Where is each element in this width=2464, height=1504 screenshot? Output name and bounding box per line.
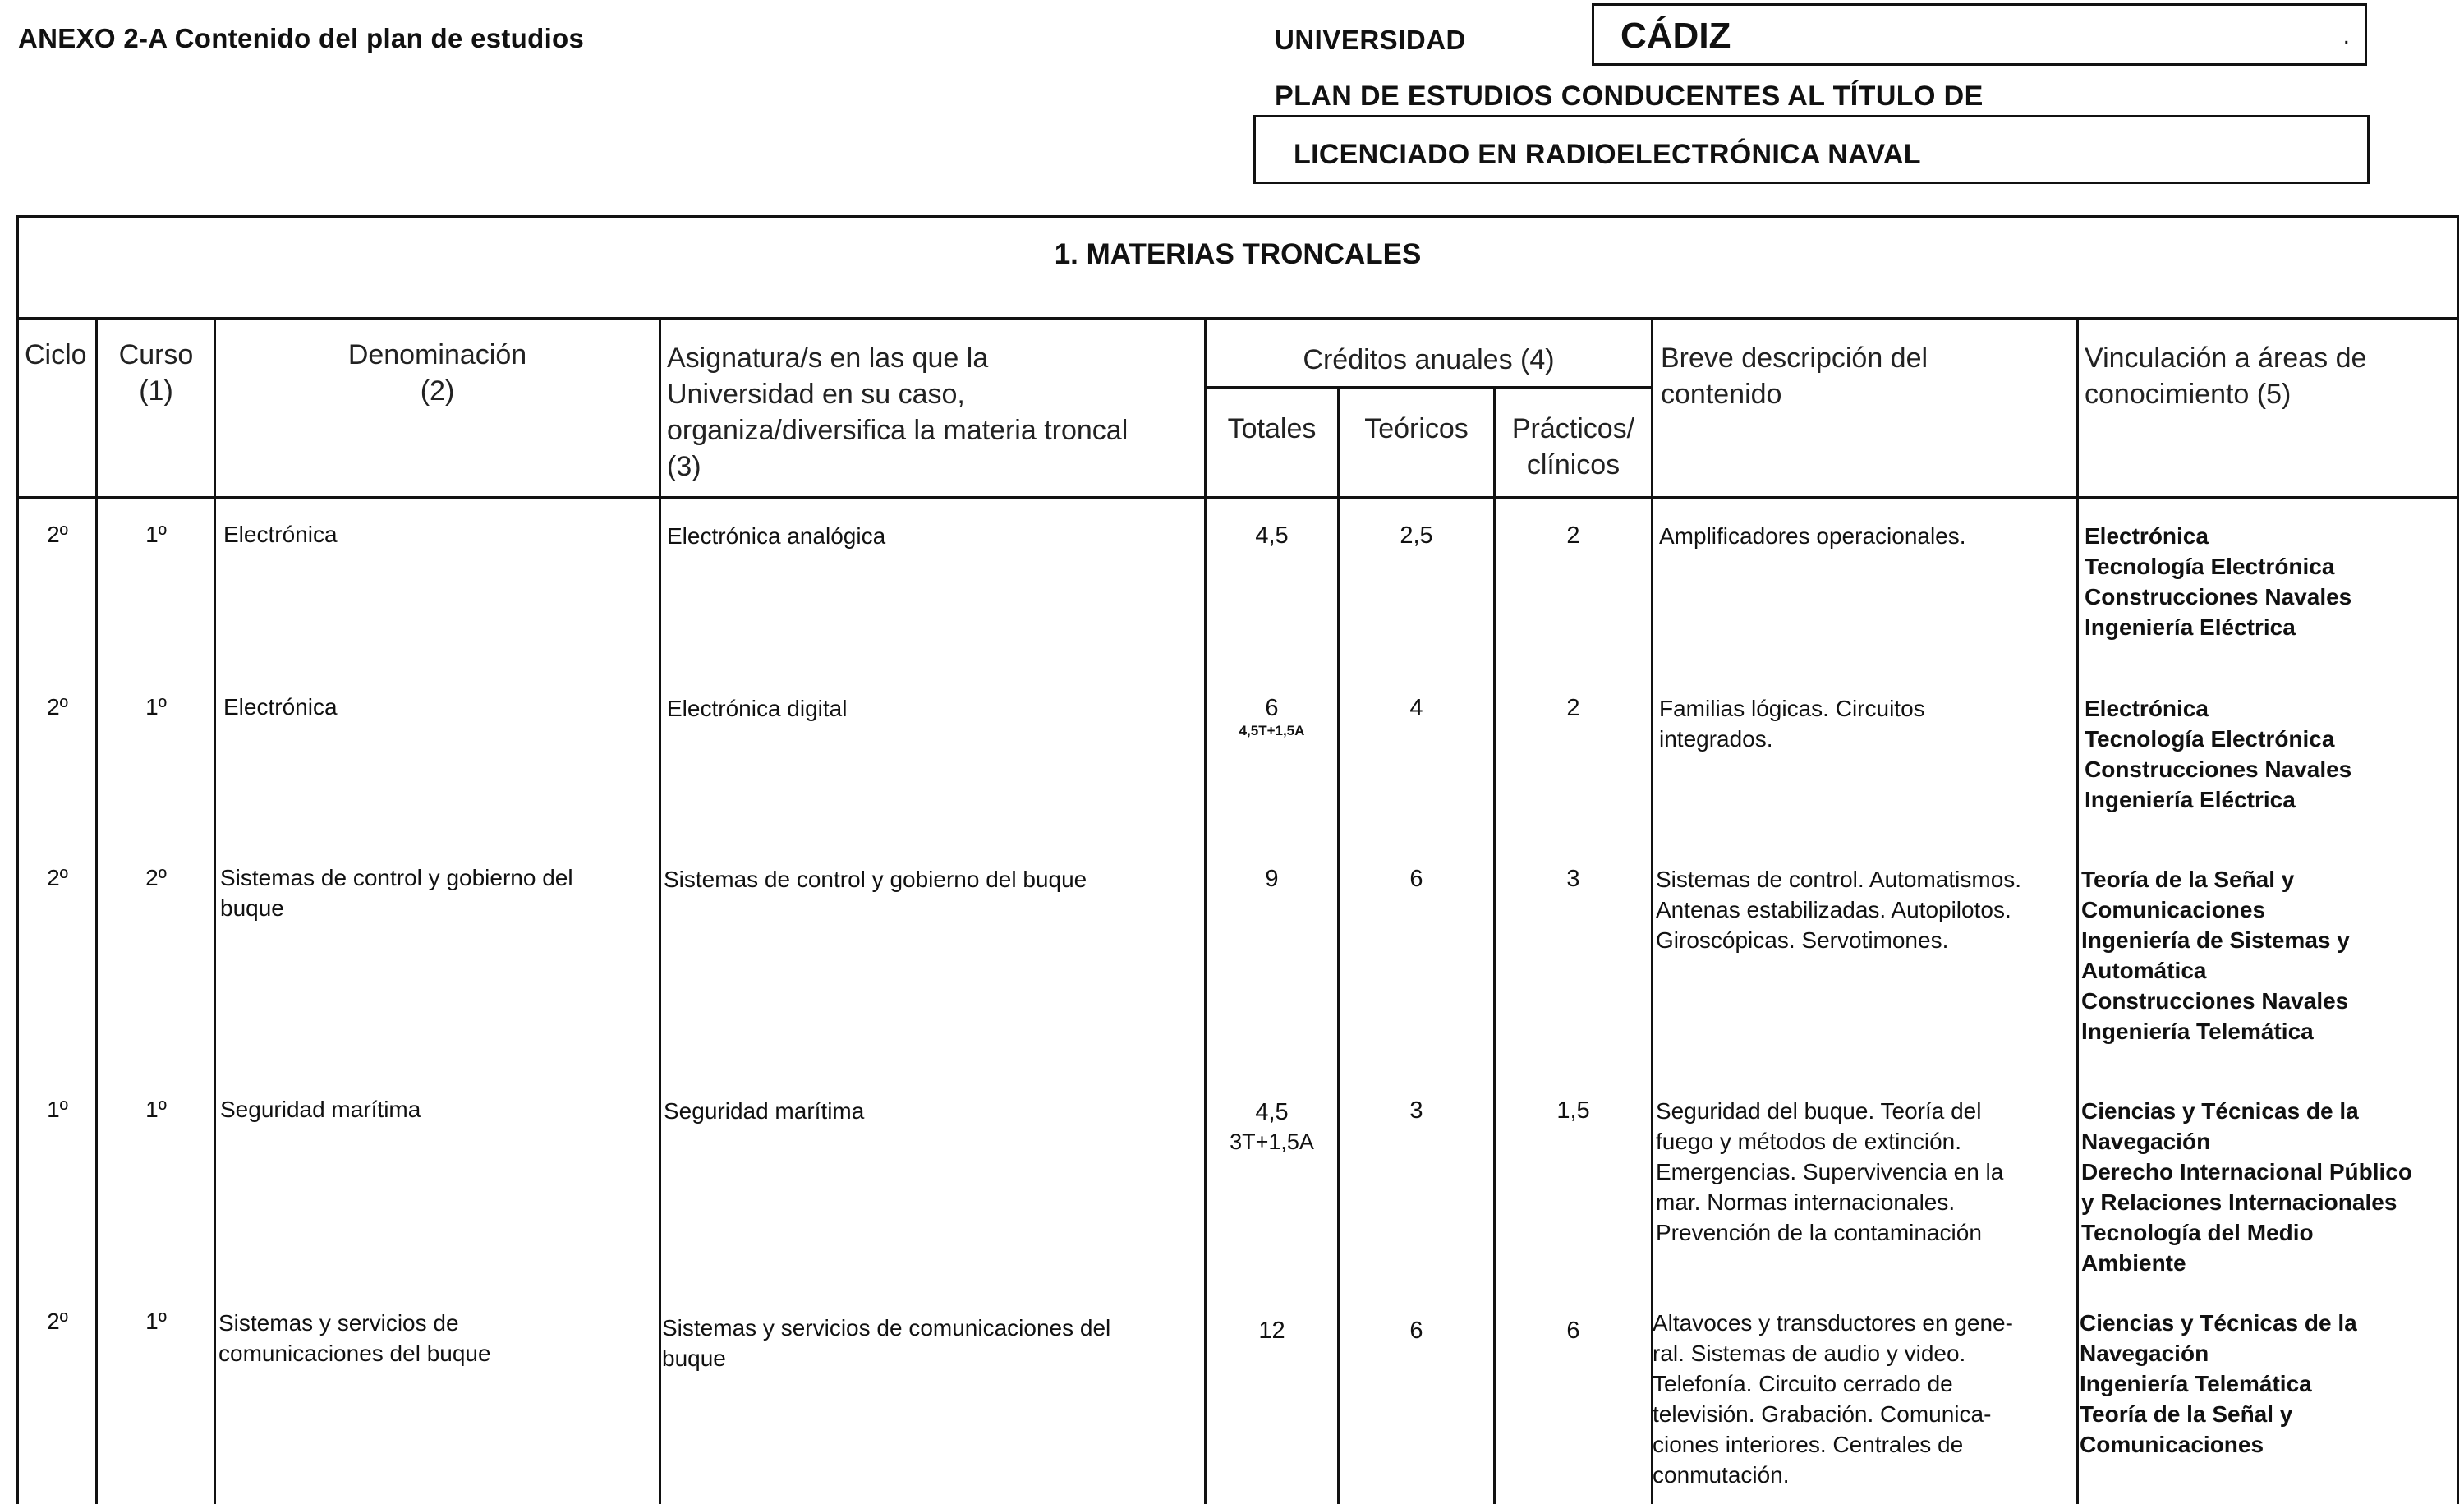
degree-title-field [1253,115,2370,184]
row3-practicos: 3 [1566,866,1580,892]
row4-teoricos: 3 [1409,1097,1423,1124]
row1-totales: 4,5 [1255,522,1289,549]
row1-asignatura: Electrónica analógica [667,523,886,549]
row2-teoricos: 4 [1409,695,1423,721]
row3-curso: 2º [145,865,167,890]
row5-teoricos: 6 [1409,1318,1423,1344]
col-header-creditos: Créditos anuales (4) [1303,344,1555,375]
col-header-denominacion: Denominación (2) [347,339,527,407]
row1-curso: 1º [145,522,167,547]
row3-asignatura: Sistemas de control y gobierno del buque [664,867,1087,892]
row4-curso: 1º [145,1097,167,1122]
row5-practicos: 6 [1566,1318,1580,1344]
col-divider [95,317,98,1504]
section-title: 1. MATERIAS TRONCALES [1054,238,1422,270]
credits-divider [1204,386,1651,389]
row4-practicos: 1,5 [1556,1097,1590,1124]
row5-asignatura: Sistemas y servicios de comunicaciones del buque [662,1315,1111,1371]
col-header-vinculacion: Vinculación a áreas de conocimiento (5) [2085,343,2367,410]
row2-ciclo: 2º [47,694,68,720]
university-field [1592,3,2367,66]
row3-teoricos: 6 [1409,866,1423,892]
row2-totales: 6 4,5T+1,5A [1239,695,1305,738]
row5-descripcion: Altavoces y transductores en gene- ral. Sistemas de audio y video. Telefonía. Circuito cerrado de televisión. Grabación. Comunica- ciones interiores. Centrales de conmutación. [1653,1310,2013,1488]
row1-teoricos: 2,5 [1400,522,1433,549]
annex-title: ANEXO 2-A Contenido del plan de estudios [18,23,585,53]
col-header-curso: Curso (1) [118,339,194,407]
row5-totales: 12 [1258,1318,1285,1344]
row1-vinculacion: Electrónica Tecnología Electrónica Construcciones Navales Ingeniería Eléctrica [2085,523,2352,640]
row2-curso: 1º [145,694,167,720]
row5-denominacion: Sistemas y servicios de comunicaciones del buque [218,1310,491,1366]
row1-denominacion: Electrónica [223,522,338,547]
row3-totales: 9 [1265,866,1279,892]
row4-descripcion: Seguridad del buque. Teoría del fuego y métodos de extinción. Emergencias. Supervivencia en la mar. Normas internacionales. Prevención de la contaminación [1656,1098,2004,1245]
row1-practicos: 2 [1566,522,1580,549]
col-header-practicos: Prácticos/ clínicos [1511,413,1635,481]
row1-ciclo: 2º [47,522,68,547]
university-dot: . [2342,22,2350,49]
row5-ciclo: 2º [47,1309,68,1334]
header-bottom-divider [16,496,2459,499]
col-divider [2076,317,2079,1504]
col-header-asignatura: Asignatura/s en las que la Universidad en su caso, organiza/diversifica la materia troncal (3) [667,343,1129,482]
row2-practicos: 2 [1566,695,1580,721]
row2-descripcion: Familias lógicas. Circuitos integrados. [1659,696,1925,752]
row4-totales: 4,5 3T+1,5A [1230,1099,1314,1154]
col-header-teoricos: Teóricos [1364,413,1469,444]
col-header-ciclo: Ciclo [25,339,87,370]
university-label: UNIVERSIDAD [1275,25,1466,55]
row3-vinculacion: Teoría de la Señal y Comunicaciones Ingeniería de Sistemas y Automática Construcciones Navales Ingeniería Telemática [2081,867,2350,1044]
col-divider [659,317,661,1504]
row4-denominacion: Seguridad marítima [220,1097,421,1122]
row2-vinculacion: Electrónica Tecnología Electrónica Construcciones Navales Ingeniería Eléctrica [2085,696,2352,812]
table-divider [16,317,2459,320]
university-value: CÁDIZ [1620,16,1731,56]
row4-asignatura: Seguridad marítima [664,1098,865,1124]
row3-denominacion: Sistemas de control y gobierno del buque [220,865,573,921]
row5-curso: 1º [145,1309,167,1334]
row4-vinculacion: Ciencias y Técnicas de la Navegación Derecho Internacional Público y Relaciones Internacionales Tecnología del Medio Ambiente [2081,1098,2412,1276]
row2-denominacion: Electrónica [223,694,338,720]
row3-descripcion: Sistemas de control. Automatismos. Antenas estabilizadas. Autopilotos. Giroscópicas. Servotimones. [1656,867,2022,953]
row2-asignatura: Electrónica digital [667,696,848,721]
col-header-totales: Totales [1227,413,1317,444]
row1-descripcion: Amplificadores operacionales. [1659,523,1966,549]
row4-ciclo: 1º [47,1097,68,1122]
col-header-descripcion: Breve descripción del contenido [1661,343,1928,410]
plan-label: PLAN DE ESTUDIOS CONDUCENTES AL TÍTULO DE [1275,80,1984,112]
row5-vinculacion: Ciencias y Técnicas de la Navegación Ingeniería Telemática Teoría de la Señal y Comunicaciones [2080,1310,2357,1457]
col-divider [214,317,216,1504]
row3-ciclo: 2º [47,865,68,890]
degree-title-value: LICENCIADO EN RADIOELECTRÓNICA NAVAL [1294,139,1921,170]
